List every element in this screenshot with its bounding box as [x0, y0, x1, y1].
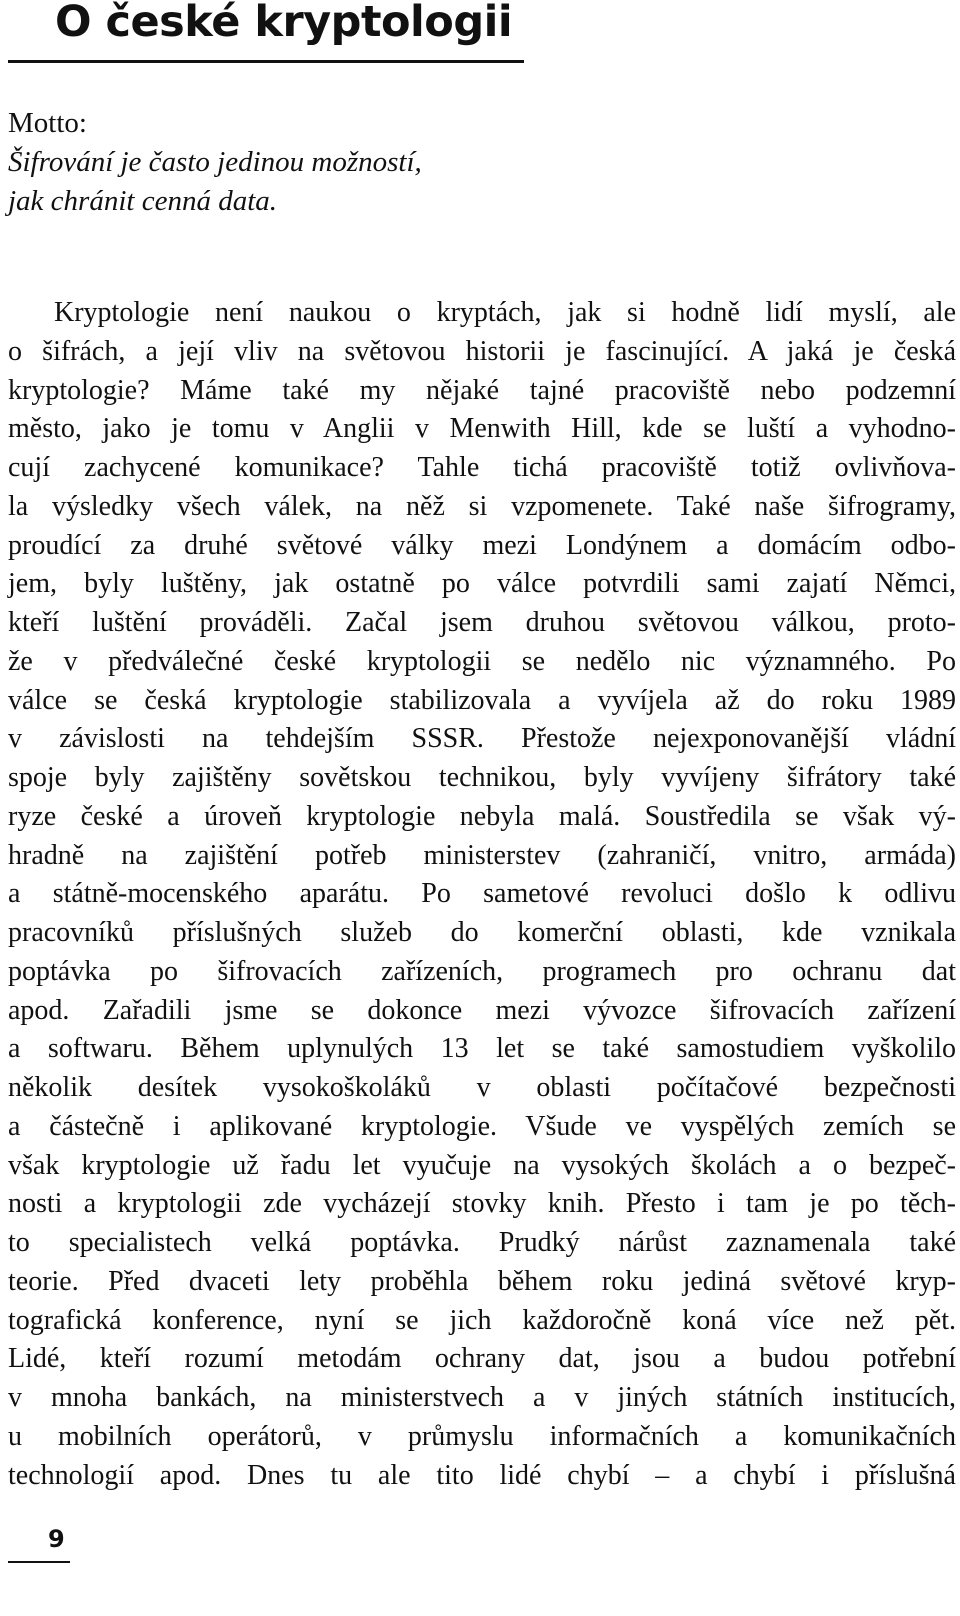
text-line: technologií apod. Dnes tu ale tito lidé chybí – a chybí i příslušná	[8, 1459, 956, 1491]
text-line: poptávka po šifrovacích zařízeních, programech pro ochranu dat	[8, 955, 956, 987]
text-line: cují zachycené komunikace? Tahle tichá pracoviště totiž ovlivňova-	[8, 452, 956, 483]
text-line: že v předválečné české kryptologii se nedělo nic významného. Po	[8, 645, 956, 677]
text-line: to specialistech velká poptávka. Prudký nárůst zaznamenala také	[8, 1227, 956, 1258]
text-line: válce se česká kryptologie stabilizovala a vyvíjela až do roku 1989	[8, 684, 956, 716]
text-line: proudící za druhé světové války mezi Londýnem a domácím odbo-	[8, 529, 956, 561]
text-line: město, jako je tomu v Anglii v Menwith Hill, kde se luští a vyhodno-	[8, 413, 956, 445]
text-line: Kryptologie není naukou o kryptách, jak si hodně lidí myslí, ale	[54, 297, 956, 328]
footer-rule	[8, 1561, 70, 1563]
motto-block	[8, 104, 608, 221]
text-line: a softwaru. Během uplynulých 13 let se také samostudiem vyškolilo	[8, 1033, 956, 1065]
title-block	[8, 0, 524, 63]
text-line: několik desítek vysokoškoláků v oblasti počítačové bezpečnosti	[8, 1072, 956, 1103]
text-line: u mobilních operátorů, v průmyslu informačních a komunikačních	[8, 1420, 956, 1452]
text-line: ryze české a úroveň kryptologie nebyla malá. Soustředila se však vý-	[8, 800, 956, 832]
text-line: o šifrách, a její vliv na světovou historii je fascinující. A jaká je česká	[8, 335, 956, 367]
text-line: pracovníků příslušných služeb do komerční oblasti, kde vznikala	[8, 917, 956, 948]
text-line: hradně na zajištění potřeb ministerstev (zahraničí, vnitro, armáda)	[8, 839, 956, 871]
text-line: kryptologie? Máme také my nějaké tajné pracoviště nebo podzemní	[8, 374, 956, 406]
text-line: teorie. Před dvaceti lety proběhla během roku jediná světové kryp-	[8, 1265, 956, 1297]
page-title: O české kryptologii	[55, 0, 513, 47]
motto-label: Motto:	[8, 107, 87, 139]
text-line: kteří luštění prováděli. Začal jsem druhou světovou válkou, proto-	[8, 607, 956, 638]
text-line: v závislosti na tehdejším SSSR. Přestože nejexponovanější vládní	[8, 723, 956, 755]
text-line: apod. Zařadili jsme se dokonce mezi vývozce šifrovacích zařízení	[8, 994, 956, 1026]
text-line: la výsledky všech válek, na něž si vzpomenete. Také naše šifrogramy,	[8, 490, 956, 522]
text-line: tografická konference, nyní se jich každoročně koná více než pět.	[8, 1304, 956, 1336]
text-line: Lidé, kteří rozumí metodám ochrany dat, jsou a budou potřební	[8, 1343, 956, 1375]
body-paragraph	[8, 294, 956, 1495]
text-line: jem, byly luštěny, jak ostatně po válce potvrdili sami zajatí Němci,	[8, 568, 956, 600]
text-line: a částečně i aplikované kryptologie. Všude ve vyspělých zemích se	[8, 1110, 956, 1142]
text-line: spoje byly zajištěny sovětskou technikou, byly vyvíjeny šifrátory také	[8, 762, 956, 793]
text-line: nosti a kryptologii zde vycházejí stovky knih. Přesto i tam je po těch-	[8, 1188, 956, 1220]
text-line: a státně-mocenského aparátu. Po sametové revoluci došlo k odlivu	[8, 878, 956, 910]
page-number: 9	[48, 1525, 65, 1553]
text-line: v mnoha bankách, na ministerstvech a v jiných státních institucích,	[8, 1382, 956, 1413]
motto-line: jak chránit cenná data.	[8, 185, 278, 217]
text-line: však kryptologie už řadu let vyučuje na vysokých školách a o bezpeč-	[8, 1149, 956, 1181]
motto-line: Šifrování je často jedinou možností,	[8, 146, 422, 178]
